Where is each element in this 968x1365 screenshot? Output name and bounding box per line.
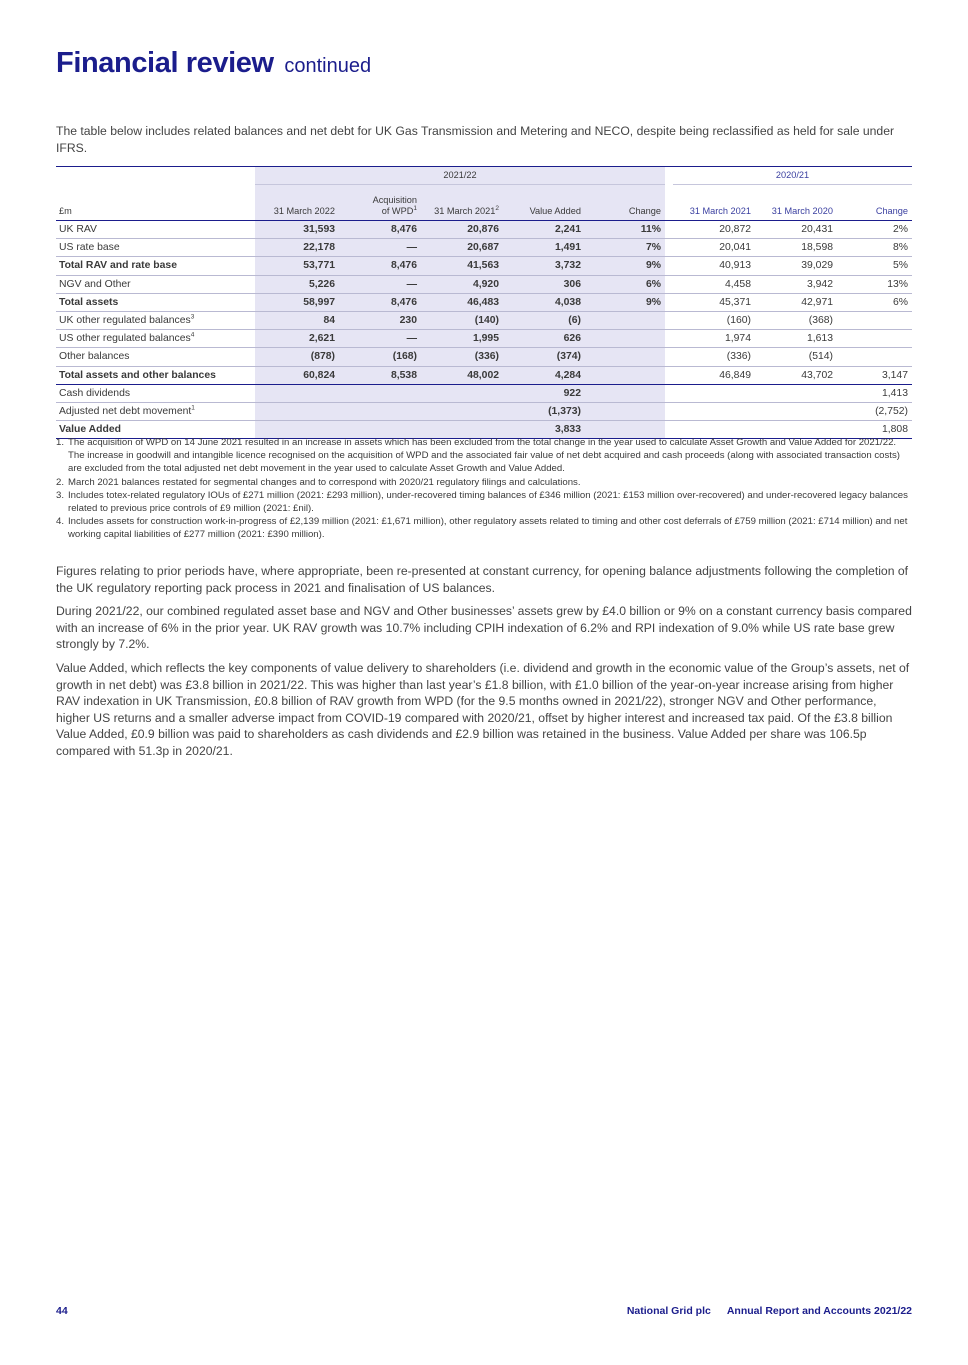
title-main: Financial review (56, 47, 274, 79)
table-cell: 4,920 (421, 275, 503, 293)
table-cell: 8,476 (339, 293, 421, 311)
table-cell: 20,876 (421, 221, 503, 239)
footnote: 1. The acquisition of WPD on 14 June 2021 resulted in an increase in assets which has been excluded from the total change in the year used to calculate Asset Growth and Value Added for 2021/22. The increase in goodwill and intangible licence recognised on the acquisition of WPD and the associated fair value of net debt acquired and cash proceeds (along with associated transaction costs) are excluded from the total adjusted net debt movement in the year used to calculate Asset Growth and Value Added. (56, 437, 900, 475)
table-cell: 3,833 (503, 421, 585, 439)
table-cell (421, 402, 503, 420)
table-cell: 42,971 (755, 293, 837, 311)
header-31-march-2022: 31 March 2022 (255, 185, 339, 221)
table-row (56, 330, 912, 348)
table-cell: 1,613 (755, 330, 837, 348)
table-cell (585, 366, 665, 384)
header-31-march-2021: 31 March 2021 (673, 185, 755, 221)
table-cell: 1,413 (837, 384, 912, 402)
table-cell: 5% (837, 257, 912, 275)
table-cell: 4,458 (673, 275, 755, 293)
value-added-table (56, 166, 912, 439)
row-label: Adjusted net debt movement$^1$ (56, 402, 255, 420)
table-cell: 8,476 (339, 257, 421, 275)
table-cell (837, 311, 912, 329)
row-label: US other regulated balances$^4$ (56, 330, 255, 348)
row-label: Other balances (56, 348, 255, 366)
table-cell: (6) (503, 311, 585, 329)
paragraph-1: Figures relating to prior periods have, where appropriate, been re-presented at constant currency, for opening balance adjustments following the completion of the UK regulatory reporting pack process in 2021 and finalisation of US balances. (56, 564, 909, 595)
table-cell: — (339, 239, 421, 257)
table-cell: 48,002 (421, 366, 503, 384)
table-row (56, 311, 912, 329)
row-label: Total RAV and rate base (56, 257, 255, 275)
table-row (56, 384, 912, 402)
intro-text: The table below includes related balances and net debt for UK Gas Transmission and Metering and NECO, despite being reclassified as held for sale under IFRS. (56, 124, 895, 155)
row-label: US rate base (56, 239, 255, 257)
table-cell (255, 402, 339, 420)
table-cell (755, 384, 837, 402)
table-cell: 41,563 (421, 257, 503, 275)
table-cell: 8,538 (339, 366, 421, 384)
table-cell: (368) (755, 311, 837, 329)
table-cell (673, 384, 755, 402)
footer-report: Annual Report and Accounts 2021/22 (726, 1305, 912, 1317)
table-cell: — (339, 330, 421, 348)
table-cell: 2,241 (503, 221, 585, 239)
table-cell: 1,974 (673, 330, 755, 348)
title-continued: continued (284, 55, 372, 77)
table-cell (255, 384, 339, 402)
table-cell: 306 (503, 275, 585, 293)
table-row (56, 402, 912, 420)
table-cell: 84 (255, 311, 339, 329)
table-cell: 40,913 (673, 257, 755, 275)
table-cell: (140) (421, 311, 503, 329)
header-31-march-2021-restated: 31 March 2021$^2$ (421, 185, 503, 221)
table-cell: (374) (503, 348, 585, 366)
table-cell: 1,995 (421, 330, 503, 348)
table-cell (339, 402, 421, 420)
table-row (56, 366, 912, 384)
footnote: 2. March 2021 balances restated for segmental changes and to correspond with 2020/21 regulatory filings and calculations. (56, 476, 581, 488)
table-cell: (878) (255, 348, 339, 366)
table-cell (837, 348, 912, 366)
table-cell: 8,476 (339, 221, 421, 239)
table-cell: 20,041 (673, 239, 755, 257)
table-cell: 58,997 (255, 293, 339, 311)
group-header-2021-22: 2021/22 (255, 167, 665, 185)
row-label: Value Added (56, 421, 255, 439)
table-cell: 60,824 (255, 366, 339, 384)
table-cell: (514) (755, 348, 837, 366)
table-cell: 45,371 (673, 293, 755, 311)
header-change-prior: Change (837, 185, 912, 221)
table-cell: 4,284 (503, 366, 585, 384)
table-cell: 626 (503, 330, 585, 348)
table-cell: (2,752) (837, 402, 912, 420)
table-row (56, 293, 912, 311)
table-row (56, 239, 912, 257)
row-label: Total assets (56, 293, 255, 311)
paragraph-2: During 2021/22, our combined regulated asset base and NGV and Other businesses’ assets grew by £4.0 billion or 9% on a constant currency basis compared with an increase of 6% in the prior year. UK RAV growth was 10.7% including CPIH indexation of 6.2% and RPI indexation of 9.0% while US rate base grew strongly by 7.2%. (56, 604, 912, 651)
table-cell (837, 330, 912, 348)
table-cell: 20,872 (673, 221, 755, 239)
row-label: UK RAV (56, 221, 255, 239)
table-cell: 18,598 (755, 239, 837, 257)
table-cell: 9% (585, 257, 665, 275)
table-cell (755, 402, 837, 420)
table-cell: 13% (837, 275, 912, 293)
table-cell: 39,029 (755, 257, 837, 275)
row-label: NGV and Other (56, 275, 255, 293)
header-31-march-2020: 31 March 2020 (755, 185, 837, 221)
table-cell: 46,483 (421, 293, 503, 311)
footnotes (56, 436, 912, 542)
header-value-added: Value Added (503, 185, 585, 221)
table-cell: 2% (837, 221, 912, 239)
table-cell: 7% (585, 239, 665, 257)
table-cell: (336) (673, 348, 755, 366)
table-row (56, 275, 912, 293)
table-body (56, 221, 912, 439)
table-cell: 3,732 (503, 257, 585, 275)
table-cell: 46,849 (673, 366, 755, 384)
row-label: UK other regulated balances$^3$ (56, 311, 255, 329)
footnote: 4. Includes assets for construction work-in-progress of £2,139 million (2021: £1,671 million), other regulatory assets related to timing and other cost deferrals of £759 million (2021: £714 million) and net working capital liabilities of £277 million (2021: £390 million). (56, 516, 908, 541)
row-label: Cash dividends (56, 384, 255, 402)
footnote: 3. Includes totex-related regulatory IOUs of £271 million (2021: £293 million), under-recovered timing balances of £346 million (2021: £153 million over-recovered) and under-recovered legacy balances related to previous price controls of £9 million (2021: £nil). (56, 489, 908, 515)
table-cell: 8% (837, 239, 912, 257)
table-cell: 6% (837, 293, 912, 311)
header-acquisition-wpd: Acquisition of WPD$^1$ (339, 185, 421, 221)
table-cell: 3,147 (837, 366, 912, 384)
paragraph-3: Value Added, which reflects the key components of value delivery to shareholders (i.e. dividend and growth in the economic value of the Group’s assets, net of growth in net debt) was £3.8 billion in 2021/22. This was higher than last year’s £1.8 billion, with £1.0 billion of the year-on-year increase arising from higher RAV indexation in UK Transmission, £0.8 billion of RAV growth from WPD (for the 9.5 months owned in 2021/22), stronger NGV and Other performance, higher US returns and a smaller adverse impact from COVID-19 compared with 2020/21, offset by higher interest and increased tax paid. Of the £3.8 billion Value Added, £0.9 billion was paid to shareholders as cash dividends and £2.9 billion was retained in the business. Value Added per share was 106.5p compared with 51.3p in 2020/21. (56, 661, 910, 758)
table-cell: (336) (421, 348, 503, 366)
table-cell (585, 311, 665, 329)
table-cell: 11% (585, 221, 665, 239)
table-cell: 230 (339, 311, 421, 329)
footer-company: National Grid plc (626, 1305, 711, 1317)
header-change: Change (585, 185, 665, 221)
table-cell (339, 384, 421, 402)
column-header-row (56, 185, 912, 221)
table-cell: 1,808 (837, 421, 912, 439)
table-cell: (1,373) (503, 402, 585, 420)
table-cell (421, 384, 503, 402)
page-number: 44 (56, 1305, 68, 1317)
table-cell (585, 384, 665, 402)
table-row (56, 348, 912, 366)
row-label: Total assets and other balances (56, 366, 255, 384)
table-cell (585, 330, 665, 348)
table-row (56, 221, 912, 239)
table-cell: (168) (339, 348, 421, 366)
table-cell: — (339, 275, 421, 293)
table-cell: 2,621 (255, 330, 339, 348)
table-cell: 922 (503, 384, 585, 402)
table-cell (585, 402, 665, 420)
table-cell: 4,038 (503, 293, 585, 311)
group-header-row (56, 167, 912, 185)
group-header-2020-21: 2020/21 (673, 167, 912, 185)
table-cell: 1,491 (503, 239, 585, 257)
table-row (56, 257, 912, 275)
table-cell: 5,226 (255, 275, 339, 293)
table-cell: 43,702 (755, 366, 837, 384)
table-cell: 53,771 (255, 257, 339, 275)
table-cell: 22,178 (255, 239, 339, 257)
table-cell: 31,593 (255, 221, 339, 239)
table-cell: 6% (585, 275, 665, 293)
table-cell: 20,431 (755, 221, 837, 239)
unit-header: £m (56, 185, 255, 221)
table-cell: (160) (673, 311, 755, 329)
page-title (56, 47, 371, 80)
table-cell: 3,942 (755, 275, 837, 293)
footer-publication (627, 1305, 912, 1317)
table-cell (585, 348, 665, 366)
table-cell: 9% (585, 293, 665, 311)
table-cell: 20,687 (421, 239, 503, 257)
table-cell (673, 402, 755, 420)
